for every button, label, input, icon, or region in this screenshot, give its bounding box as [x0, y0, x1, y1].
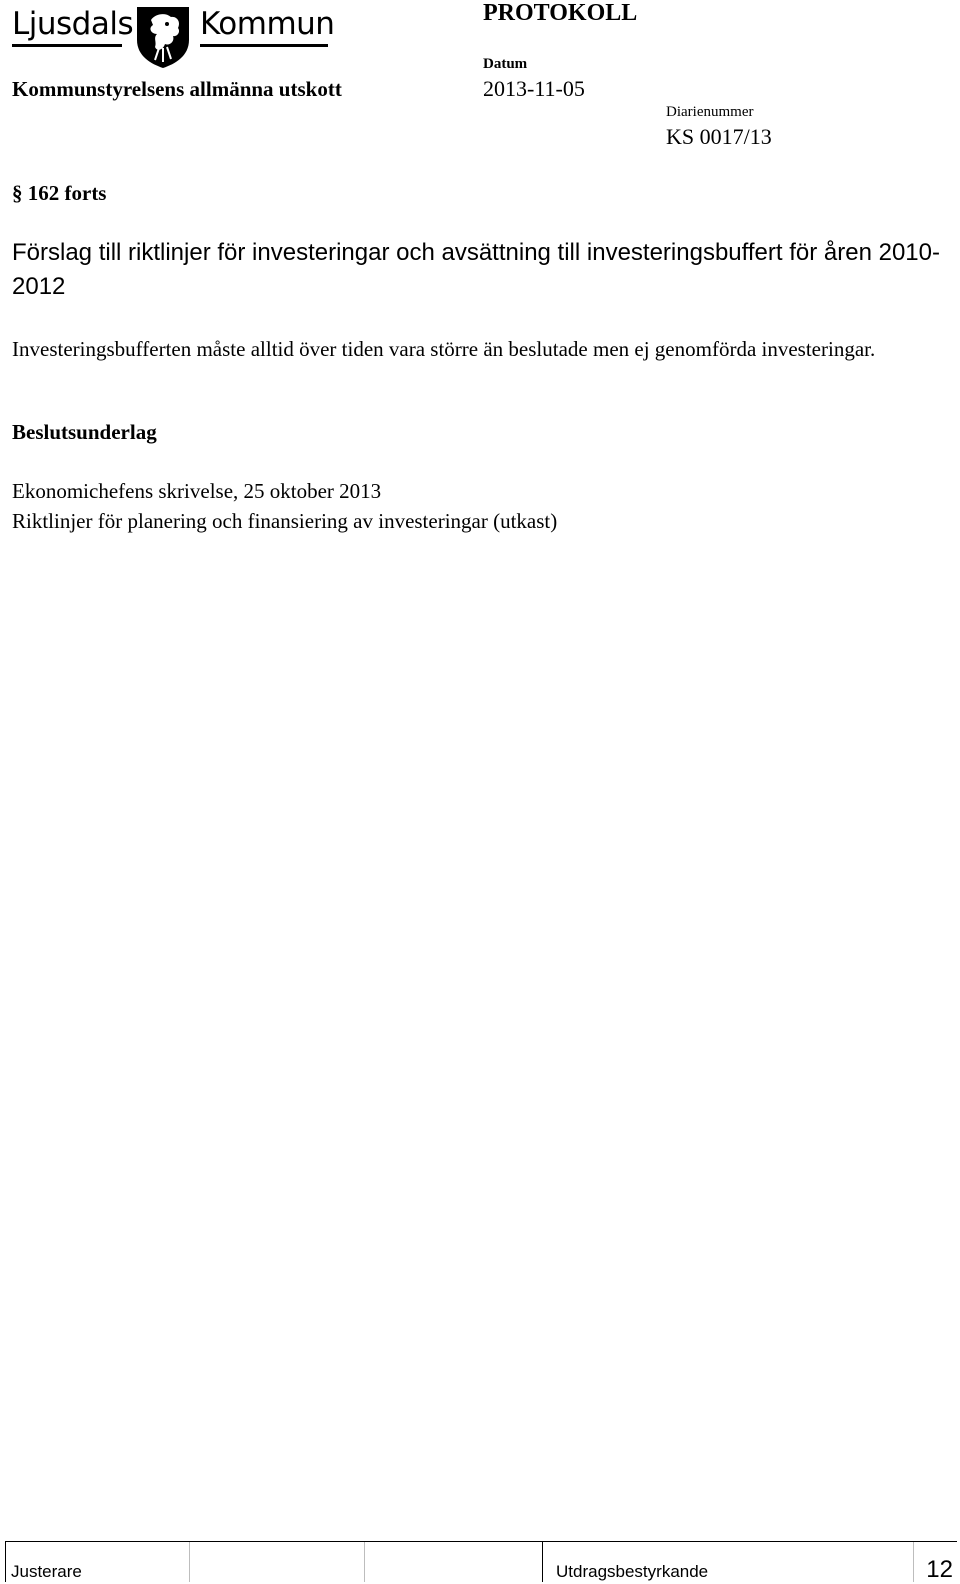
page-number: 12 — [926, 1556, 953, 1583]
coat-of-arms-icon — [133, 4, 193, 70]
logo-underline-right — [200, 44, 328, 47]
adjuster-cell-3 — [364, 1542, 543, 1582]
committee-name: Kommunstyrelsens allmänna utskott — [12, 77, 342, 101]
page-number-cell — [912, 1542, 957, 1582]
date-value: 2013-11-05 — [483, 76, 585, 101]
signature-footer — [5, 1541, 957, 1582]
document-type: PROTOKOLL — [483, 0, 638, 26]
registry-number-value: KS 0017/13 — [666, 124, 772, 149]
decision-basis-heading: Beslutsunderlag — [12, 420, 157, 444]
adjuster-cell-1 — [6, 1542, 190, 1582]
registry-number-label: Diarienummer — [666, 104, 754, 120]
section-reference: § 162 forts — [12, 181, 107, 205]
adjuster-label: Justerare — [11, 1562, 82, 1581]
logo-text-ljusdals: Ljusdals — [12, 6, 134, 42]
section-body-text: Investeringsbufferten måste alltid över tiden vara större än beslutade men ej genomförda investeringar. — [12, 337, 876, 361]
list-item: Ekonomichefens skrivelse, 25 oktober 2013 — [12, 479, 382, 503]
list-item: Riktlinjer för planering och finansiering av investeringar (utkast) — [12, 509, 558, 533]
logo-text-kommun: Kommun — [200, 6, 335, 42]
decision-basis-list — [12, 476, 557, 536]
logo-underline-left — [12, 44, 122, 47]
certifier-cell — [542, 1542, 914, 1582]
date-label: Datum — [483, 56, 528, 72]
adjuster-cell-2 — [189, 1542, 365, 1582]
section-title: Förslag till riktlinjer för investeringar och avsättning till investeringsbuffert för åren 2010-2012 — [12, 239, 940, 300]
certifier-label: Utdragsbestyrkande — [556, 1562, 709, 1581]
